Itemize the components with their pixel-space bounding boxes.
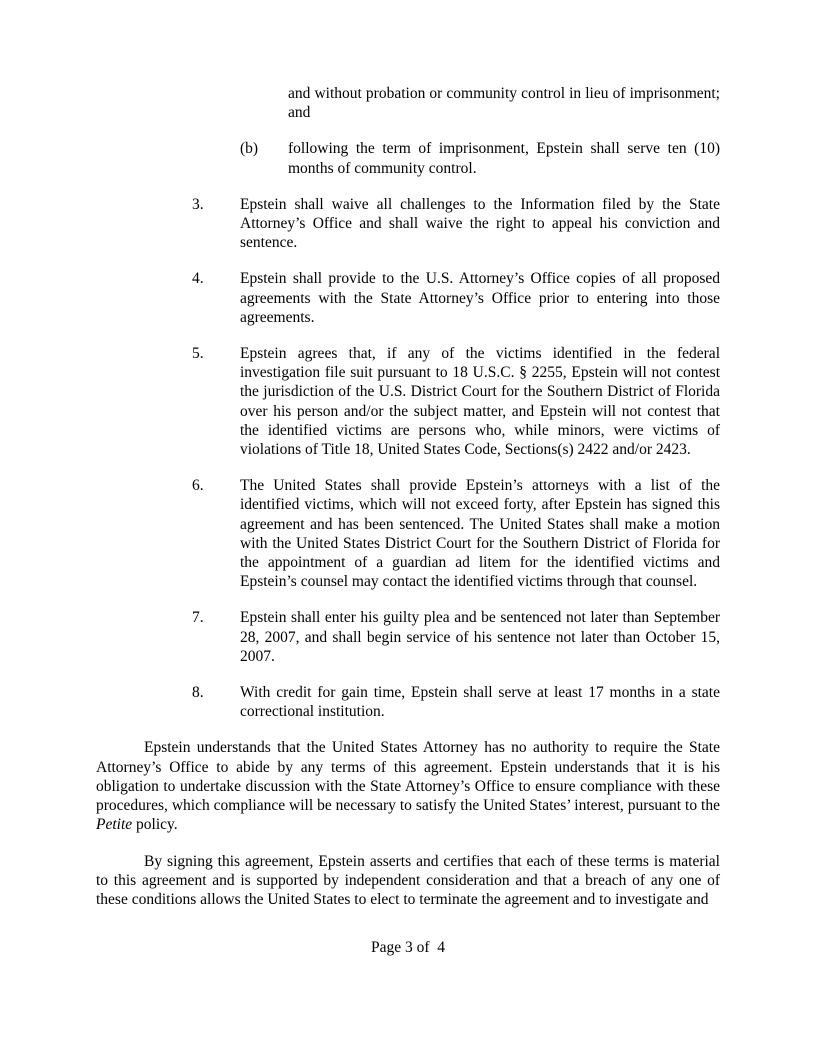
item-6-text: The United States shall provide Epstein’s attorneys with a list of the identified victims, which will not exceed forty, after Epstein has signed this agreement and has been sentenced. The United States shall make a motion with the United States District Court for the Southern District of Florida for the appointment of a guardian ad litem for the identified victims and Epstein’s counsel may contact the identified victims through that counsel.	[240, 477, 720, 591]
list-item-a-continuation	[288, 84, 720, 122]
paragraph-signing: By signing this agreement, Epstein asserts and certifies that each of these terms is material to this agreement and is supported by independent consideration and that a breach of any one of these conditions allows the United States to elect to terminate the agreement and to investigate and	[96, 852, 720, 908]
list-item-8	[192, 683, 720, 721]
item-7-text: Epstein shall enter his guilty plea and be sentenced not later than September 28, 2007, and shall begin service of his sentence not later than October 15, 2007.	[240, 609, 720, 665]
item-5-text: Epstein agrees that, if any of the victims identified in the federal investigation file suit pursuant to 18 U.S.C. § 2255, Epstein will not contest the jurisdiction of the U.S. District Court for the Southern District of Florida over his person and/or the subject matter, and Epstein will not contest that the identified victims are persons who, while minors, were victims of violations of Title 18, United States Code, Sections(s) 2422 and/or 2423.	[240, 345, 720, 459]
list-item-b	[240, 139, 720, 177]
list-item-7	[192, 608, 720, 666]
item-7-number: 7.	[192, 609, 204, 627]
item-8-number: 8.	[192, 684, 204, 702]
continuation-text: and without probation or community control in lieu of imprisonment; and	[288, 85, 720, 122]
item-4-text: Epstein shall provide to the U.S. Attorney’s Office copies of all proposed agreements with the State Attorney’s Office prior to entering into those agreements.	[240, 270, 720, 326]
item-3-number: 3.	[192, 195, 204, 213]
item-5-number: 5.	[192, 345, 204, 363]
item-3-text: Epstein shall waive all challenges to the Information filed by the State Attorney’s Office and shall waive the right to appeal his conviction and sentence.	[240, 195, 720, 252]
item-8-text: With credit for gain time, Epstein shall serve at least 17 months in a state correctional institution.	[240, 684, 720, 721]
list-item-4	[192, 269, 720, 327]
list-item-6	[192, 476, 720, 591]
paragraph-understands-text: Epstein understands that the United States Attorney has no authority to require the State Attorney’s Office to abide by any terms of this agreement. Epstein understands that it is his obligation to undertake discussion with the State Attorney’s Office to ensure compliance with these procedures, which compliance will be necessary to satisfy the United States’ interest, pursuant to the	[96, 739, 720, 815]
item-b-marker: (b)	[240, 140, 259, 158]
item-b-text: following the term of imprisonment, Epstein shall serve ten (10) months of community control.	[288, 140, 720, 177]
item-6-number: 6.	[192, 477, 204, 495]
page-number: Page 3 of 4	[370, 939, 446, 956]
list-item-3	[192, 195, 720, 253]
document-body	[96, 84, 720, 909]
petite-policy-term: Petite	[96, 816, 133, 834]
item-4-number: 4.	[192, 270, 204, 288]
paragraph-understands	[96, 738, 720, 834]
list-item-5	[192, 344, 720, 459]
paragraph-understands-end: policy.	[132, 816, 178, 834]
